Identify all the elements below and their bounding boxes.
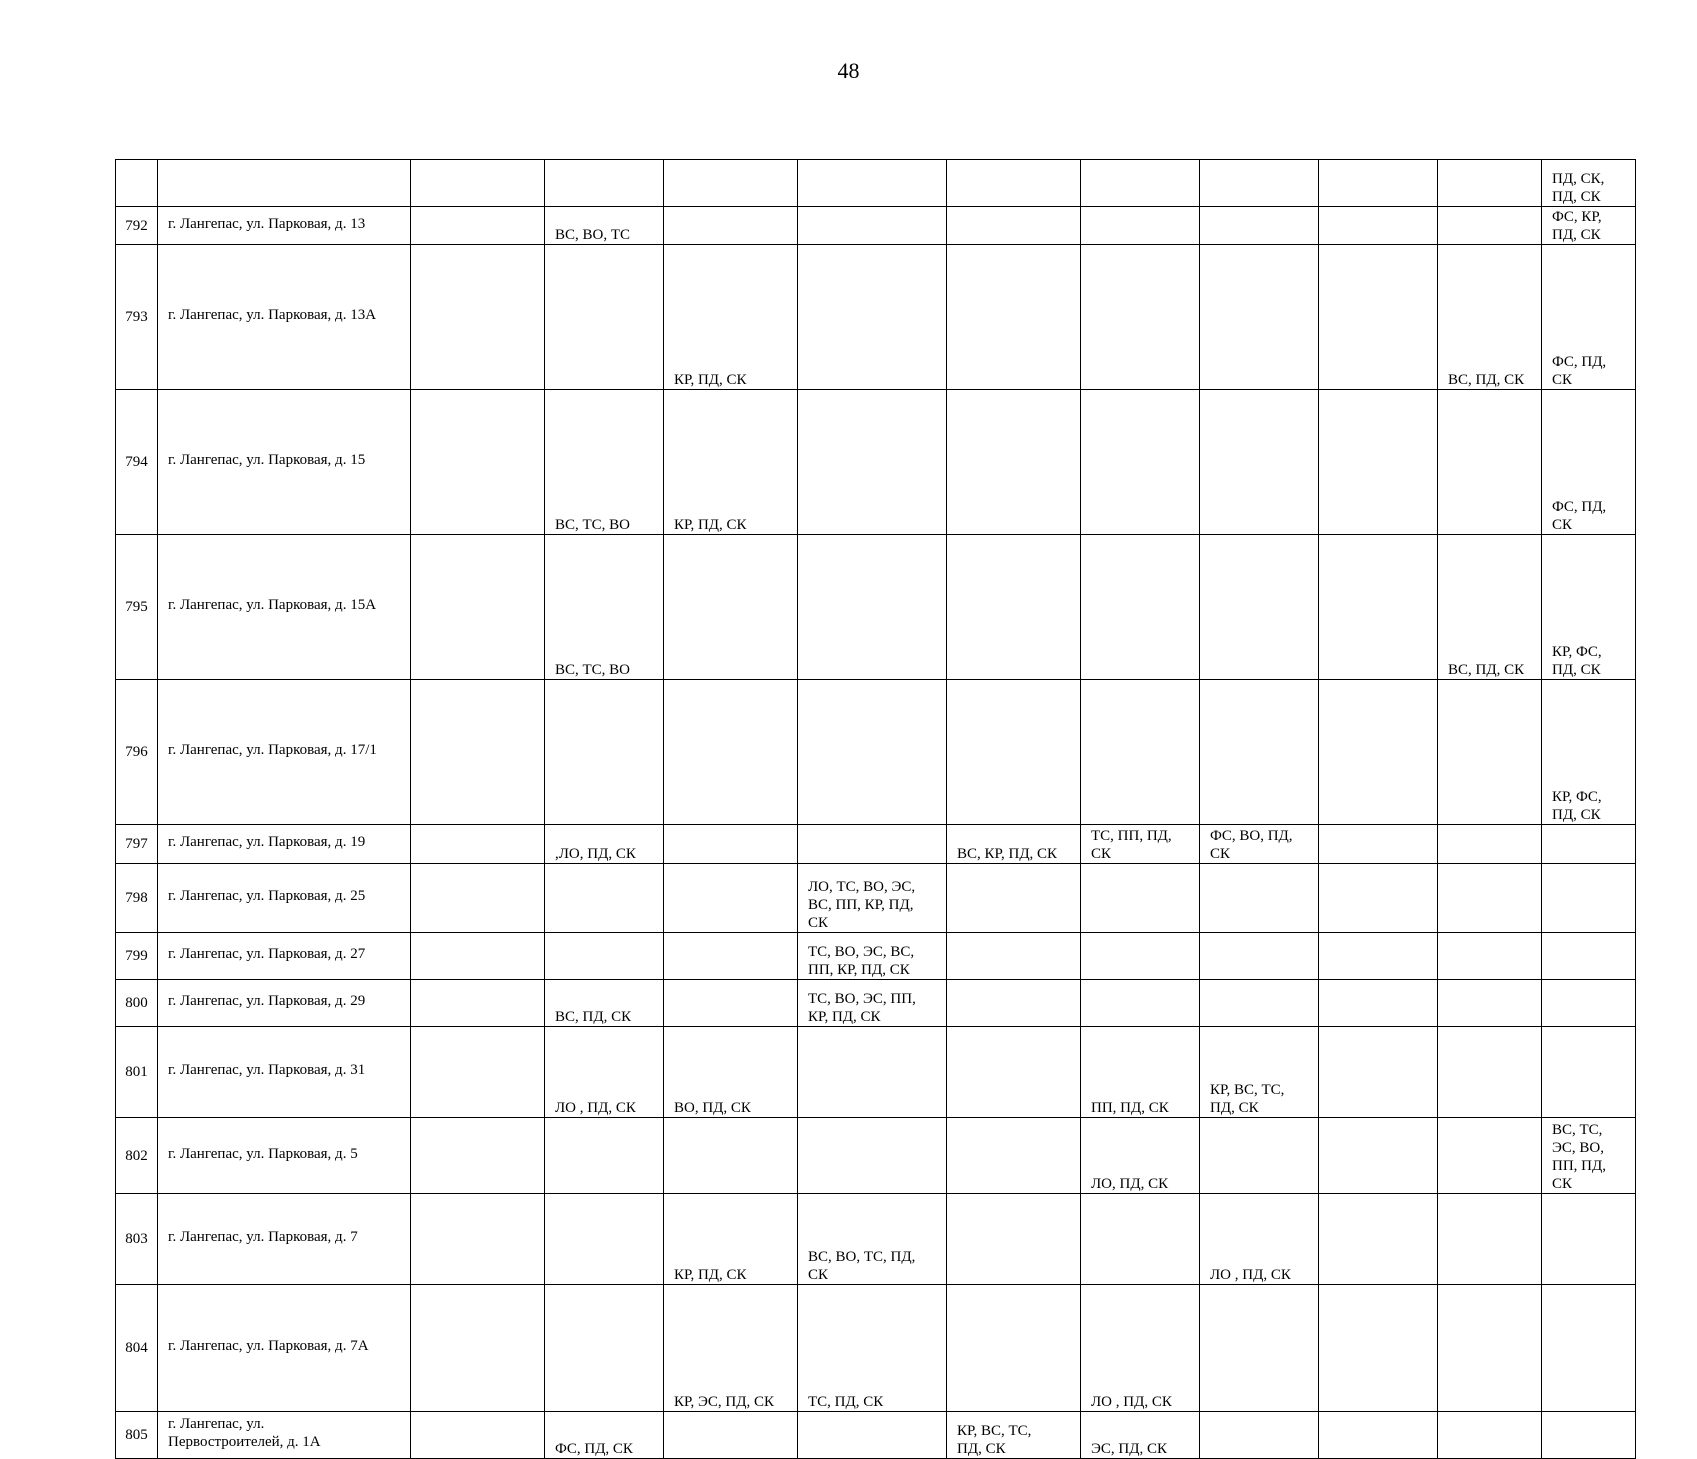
- work-cell: [1081, 980, 1200, 1027]
- work-cell: КР, ЭС, ПД, СК: [664, 1285, 798, 1412]
- work-cell: [1438, 680, 1542, 825]
- work-cell: [1200, 207, 1319, 245]
- row-number: 800: [116, 980, 158, 1027]
- work-cell: [545, 1285, 664, 1412]
- row-number: 801: [116, 1027, 158, 1118]
- work-cell: ФС, ПД, СК: [545, 1412, 664, 1459]
- work-cell: [411, 933, 545, 980]
- work-cell: [1081, 207, 1200, 245]
- address-cell: [158, 160, 411, 207]
- work-cell: ВС, ВО, ТС, ПД, СК: [798, 1194, 947, 1285]
- work-cell: ТС, ВО, ЭС, ВС, ПП, КР, ПД, СК: [798, 933, 947, 980]
- work-cell: [1081, 1194, 1200, 1285]
- address-cell: г. Лангепас, ул. Парковая, д. 27: [158, 933, 411, 980]
- work-cell: [1200, 1118, 1319, 1194]
- work-cell: [545, 1118, 664, 1194]
- address-cell: г. Лангепас, ул. Парковая, д. 25: [158, 864, 411, 933]
- work-cell: [947, 245, 1081, 390]
- work-cell: ФС, ПД, СК: [1542, 390, 1636, 535]
- work-cell: [1542, 1285, 1636, 1412]
- work-cell: [1319, 825, 1438, 864]
- work-cell: [411, 1194, 545, 1285]
- work-cell: ФС, КР, ПД, СК: [1542, 207, 1636, 245]
- work-cell: ВС, КР, ПД, СК: [947, 825, 1081, 864]
- work-cell: [545, 160, 664, 207]
- work-cell: [1200, 245, 1319, 390]
- work-cell: [1438, 1412, 1542, 1459]
- table-row: [116, 535, 1636, 680]
- works-table: [115, 159, 1636, 1459]
- work-cell: [1438, 825, 1542, 864]
- work-cell: [947, 535, 1081, 680]
- work-cell: [411, 1412, 545, 1459]
- work-cell: [798, 207, 947, 245]
- work-cell: ПП, ПД, СК: [1081, 1027, 1200, 1118]
- work-cell: ЛО, ПД, СК: [1081, 1118, 1200, 1194]
- row-number: [116, 160, 158, 207]
- work-cell: [545, 680, 664, 825]
- work-cell: [947, 207, 1081, 245]
- address-cell: г. Лангепас, ул. Парковая, д. 13: [158, 207, 411, 245]
- work-cell: [1081, 245, 1200, 390]
- work-cell: [1319, 933, 1438, 980]
- work-cell: [664, 207, 798, 245]
- work-cell: [545, 1194, 664, 1285]
- row-number: 795: [116, 535, 158, 680]
- work-cell: ВС, ТС, ВО: [545, 535, 664, 680]
- work-cell: ФС, ВО, ПД, СК: [1200, 825, 1319, 864]
- work-cell: [798, 390, 947, 535]
- work-cell: [798, 1027, 947, 1118]
- work-cell: [1200, 1285, 1319, 1412]
- work-cell: [1438, 933, 1542, 980]
- address-cell: г. Лангепас, ул. Парковая, д. 15: [158, 390, 411, 535]
- work-cell: [947, 160, 1081, 207]
- work-cell: [1200, 980, 1319, 1027]
- work-cell: ЭС, ПД, СК: [1081, 1412, 1200, 1459]
- work-cell: [664, 160, 798, 207]
- table-row: [116, 160, 1636, 207]
- work-cell: ВС, ТС, ЭС, ВО, ПП, ПД, СК: [1542, 1118, 1636, 1194]
- work-cell: [1081, 864, 1200, 933]
- work-cell: ВС, ВО, ТС: [545, 207, 664, 245]
- work-cell: [1200, 1412, 1319, 1459]
- work-cell: [1319, 390, 1438, 535]
- work-cell: [1200, 160, 1319, 207]
- row-number: 792: [116, 207, 158, 245]
- work-cell: [1200, 390, 1319, 535]
- work-cell: [1438, 1118, 1542, 1194]
- work-cell: ВС, ПД, СК: [1438, 245, 1542, 390]
- table-row: [116, 980, 1636, 1027]
- work-cell: [664, 535, 798, 680]
- work-cell: [545, 245, 664, 390]
- address-cell: г. Лангепас, ул. Парковая, д. 15А: [158, 535, 411, 680]
- work-cell: [664, 864, 798, 933]
- row-number: 796: [116, 680, 158, 825]
- address-cell: г. Лангепас, ул. Парковая, д. 5: [158, 1118, 411, 1194]
- table-body: [116, 160, 1636, 1459]
- address-cell: г. Лангепас, ул. Первостроителей, д. 1А: [158, 1412, 411, 1459]
- work-cell: [1200, 680, 1319, 825]
- work-cell: [664, 1412, 798, 1459]
- work-cell: [411, 1118, 545, 1194]
- work-cell: [1319, 1118, 1438, 1194]
- work-cell: [1081, 160, 1200, 207]
- table-row: [116, 1027, 1636, 1118]
- work-cell: КР, ВС, ТС, ПД, СК: [1200, 1027, 1319, 1118]
- row-number: 794: [116, 390, 158, 535]
- work-cell: [1319, 535, 1438, 680]
- work-cell: КР, ВС, ТС, ПД, СК: [947, 1412, 1081, 1459]
- work-cell: [1319, 1027, 1438, 1118]
- work-cell: [545, 933, 664, 980]
- work-cell: [1542, 980, 1636, 1027]
- work-cell: ВО, ПД, СК: [664, 1027, 798, 1118]
- work-cell: КР, ПД, СК: [664, 245, 798, 390]
- table-row: [116, 390, 1636, 535]
- work-cell: [1200, 535, 1319, 680]
- work-cell: [1542, 933, 1636, 980]
- table-row: [116, 1118, 1636, 1194]
- work-cell: ФС, ПД, СК: [1542, 245, 1636, 390]
- work-cell: ЛО , ПД, СК: [1200, 1194, 1319, 1285]
- work-cell: [1542, 1412, 1636, 1459]
- work-cell: [947, 1027, 1081, 1118]
- work-cell: [1319, 1194, 1438, 1285]
- work-cell: ВС, ПД, СК: [545, 980, 664, 1027]
- work-cell: [1319, 160, 1438, 207]
- work-cell: КР, ФС, ПД, СК: [1542, 535, 1636, 680]
- work-cell: ЛО , ПД, СК: [545, 1027, 664, 1118]
- row-number: 805: [116, 1412, 158, 1459]
- work-cell: [1438, 207, 1542, 245]
- work-cell: КР, ФС, ПД, СК: [1542, 680, 1636, 825]
- row-number: 799: [116, 933, 158, 980]
- table-row: [116, 864, 1636, 933]
- address-cell: г. Лангепас, ул. Парковая, д. 17/1: [158, 680, 411, 825]
- work-cell: [1542, 864, 1636, 933]
- table-row: [116, 1412, 1636, 1459]
- work-cell: [1081, 390, 1200, 535]
- address-cell: г. Лангепас, ул. Парковая, д. 19: [158, 825, 411, 864]
- address-cell: г. Лангепас, ул. Парковая, д. 29: [158, 980, 411, 1027]
- work-cell: [1319, 864, 1438, 933]
- work-cell: [411, 390, 545, 535]
- work-cell: [1438, 1027, 1542, 1118]
- work-cell: [798, 535, 947, 680]
- address-cell: г. Лангепас, ул. Парковая, д. 13А: [158, 245, 411, 390]
- table-row: [116, 207, 1636, 245]
- work-cell: [411, 1285, 545, 1412]
- work-cell: [1319, 1285, 1438, 1412]
- work-cell: [1542, 1027, 1636, 1118]
- work-cell: [798, 680, 947, 825]
- address-cell: г. Лангепас, ул. Парковая, д. 7: [158, 1194, 411, 1285]
- work-cell: [1542, 825, 1636, 864]
- work-cell: [664, 680, 798, 825]
- work-cell: [545, 864, 664, 933]
- work-cell: [1438, 1194, 1542, 1285]
- work-cell: [1438, 160, 1542, 207]
- work-cell: [947, 1285, 1081, 1412]
- work-cell: [1438, 1285, 1542, 1412]
- work-cell: [1200, 864, 1319, 933]
- work-cell: [1438, 390, 1542, 535]
- table-row: [116, 680, 1636, 825]
- work-cell: [1081, 933, 1200, 980]
- work-cell: КР, ПД, СК: [664, 390, 798, 535]
- work-cell: [798, 160, 947, 207]
- row-number: 803: [116, 1194, 158, 1285]
- work-cell: [1542, 1194, 1636, 1285]
- work-cell: [411, 1027, 545, 1118]
- work-cell: КР, ПД, СК: [664, 1194, 798, 1285]
- table-row: [116, 245, 1636, 390]
- row-number: 804: [116, 1285, 158, 1412]
- work-cell: ТС, ПД, СК: [798, 1285, 947, 1412]
- table-row: [116, 933, 1636, 980]
- row-number: 802: [116, 1118, 158, 1194]
- work-cell: [798, 1118, 947, 1194]
- work-cell: [947, 980, 1081, 1027]
- work-cell: [947, 390, 1081, 535]
- work-cell: ТС, ВО, ЭС, ПП, КР, ПД, СК: [798, 980, 947, 1027]
- work-cell: [947, 680, 1081, 825]
- work-cell: [411, 207, 545, 245]
- work-cell: ЛО, ТС, ВО, ЭС, ВС, ПП, КР, ПД, СК: [798, 864, 947, 933]
- work-cell: [664, 980, 798, 1027]
- work-cell: [798, 825, 947, 864]
- page-number: 48: [837, 58, 860, 83]
- work-cell: [798, 245, 947, 390]
- work-cell: [1319, 245, 1438, 390]
- work-cell: [411, 825, 545, 864]
- table-row: [116, 1285, 1636, 1412]
- work-cell: [1438, 980, 1542, 1027]
- work-cell: [1319, 980, 1438, 1027]
- address-cell: г. Лангепас, ул. Парковая, д. 31: [158, 1027, 411, 1118]
- work-cell: [947, 1194, 1081, 1285]
- work-cell: [411, 245, 545, 390]
- work-cell: [1319, 680, 1438, 825]
- work-cell: [664, 933, 798, 980]
- work-cell: ,ЛО, ПД, СК: [545, 825, 664, 864]
- work-cell: ВС, ТС, ВО: [545, 390, 664, 535]
- work-cell: [1319, 207, 1438, 245]
- work-cell: [411, 980, 545, 1027]
- work-cell: ЛО , ПД, СК: [1081, 1285, 1200, 1412]
- work-cell: [664, 825, 798, 864]
- work-cell: [411, 680, 545, 825]
- table-row: [116, 825, 1636, 864]
- work-cell: [1319, 1412, 1438, 1459]
- work-cell: [798, 1412, 947, 1459]
- work-cell: [947, 864, 1081, 933]
- work-cell: [1081, 680, 1200, 825]
- row-number: 798: [116, 864, 158, 933]
- table-row: [116, 1194, 1636, 1285]
- work-cell: ВС, ПД, СК: [1438, 535, 1542, 680]
- work-cell: ПД, СК, ПД, СК: [1542, 160, 1636, 207]
- work-cell: [1200, 933, 1319, 980]
- work-cell: [947, 1118, 1081, 1194]
- row-number: 797: [116, 825, 158, 864]
- work-cell: [947, 933, 1081, 980]
- work-cell: [1438, 864, 1542, 933]
- work-cell: [411, 864, 545, 933]
- row-number: 793: [116, 245, 158, 390]
- work-cell: [664, 1118, 798, 1194]
- work-cell: [411, 160, 545, 207]
- work-cell: ТС, ПП, ПД, СК: [1081, 825, 1200, 864]
- work-cell: [411, 535, 545, 680]
- work-cell: [1081, 535, 1200, 680]
- address-cell: г. Лангепас, ул. Парковая, д. 7А: [158, 1285, 411, 1412]
